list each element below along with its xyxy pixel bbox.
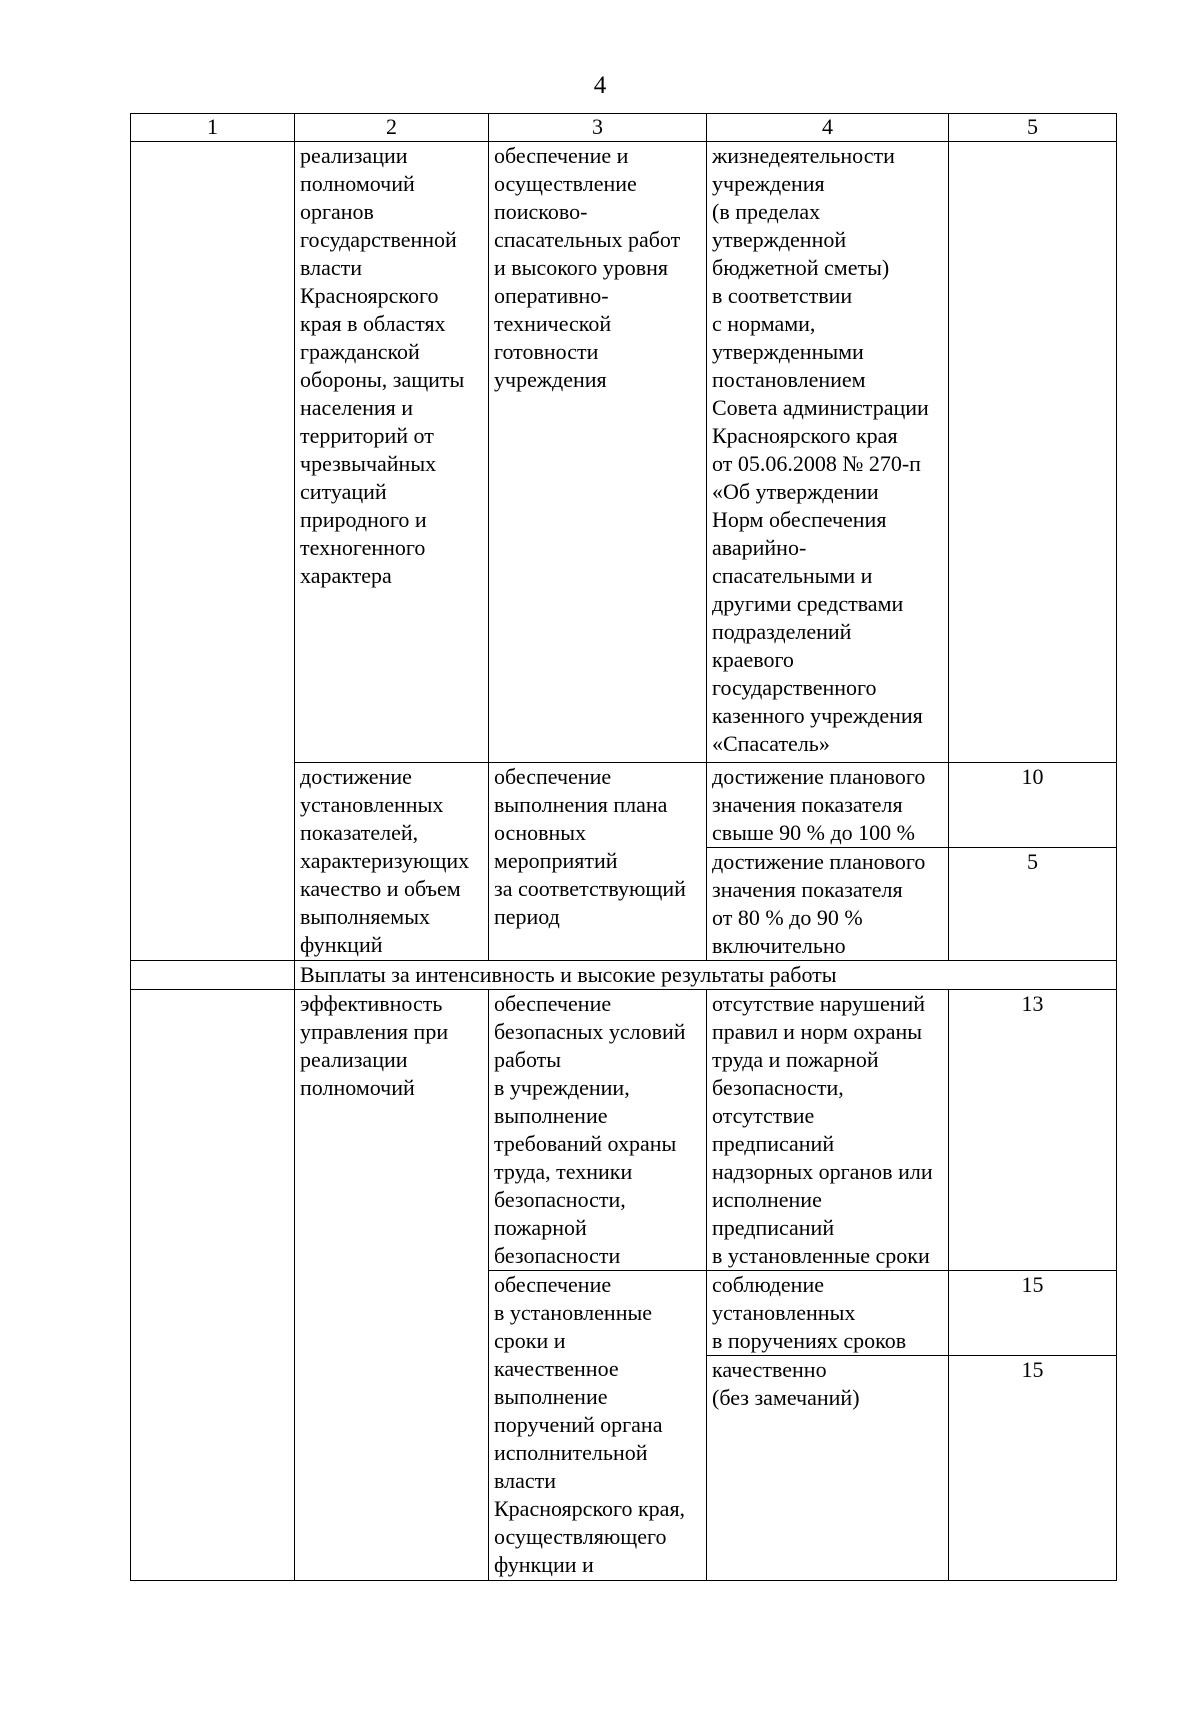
points-cell: 15	[949, 1271, 1117, 1356]
table-row	[131, 142, 1117, 763]
table-header-row	[131, 114, 1117, 142]
condition-cell: обеспечение и осуществление поисково- спасательных работ и высокого уровня оперативно- технической готовности учреждения	[489, 142, 707, 763]
criterion-cell: достижение установленных показателей, характеризующих качество и объем выполняемых функций	[295, 763, 489, 961]
condition-cell: обеспечение безопасных условий работы в учреждении, выполнение требований охраны труда, техники безопасности, пожарной безопасности	[489, 990, 707, 1271]
header-cell-5: 5	[949, 114, 1117, 142]
criterion-cell: эффективность управления при реализации полномочий	[295, 990, 489, 1581]
condition-cell: обеспечение выполнения плана основных мероприятий за соответствующий период	[489, 763, 707, 961]
section-row	[131, 961, 1117, 990]
indicator-cell: достижение планового значения показателя от 80 % до 90 % включительно	[707, 848, 949, 961]
indicator-cell: достижение планового значения показателя свыше 90 % до 100 %	[707, 763, 949, 848]
indicator-cell: жизнедеятельности учреждения (в пределах утвержденной бюджетной сметы) в соответствии с нормами, утвержденными постановлением Совета администрации Красноярского края от 05.06.2008 № 270-п «Об утверждении Норм обеспечения аварийно- спасательными и другими средствами подразделений краевого государственного казенного учреждения «Спасатель»	[707, 142, 949, 763]
page-number: 4	[593, 72, 607, 99]
points-cell	[949, 142, 1117, 763]
column-1-cell	[131, 142, 295, 961]
points-cell: 5	[949, 848, 1117, 961]
table-row	[131, 990, 1117, 1271]
header-cell-2: 2	[295, 114, 489, 142]
indicator-cell: соблюдение установленных в поручениях сроков	[707, 1271, 949, 1356]
indicator-cell: качественно (без замечаний)	[707, 1356, 949, 1581]
criteria-table	[130, 113, 1117, 1581]
condition-cell: обеспечение в установленные сроки и качественное выполнение поручений органа исполнительной власти Красноярского края, осуществляющего функции и	[489, 1271, 707, 1581]
points-cell: 13	[949, 990, 1117, 1271]
criterion-cell: реализации полномочий органов государственной власти Красноярского края в областях гражданской обороны, защиты населения и территорий от чрезвычайных ситуаций природного и техногенного характера	[295, 142, 489, 763]
header-cell-3: 3	[489, 114, 707, 142]
points-cell: 10	[949, 763, 1117, 848]
points-cell: 15	[949, 1356, 1117, 1581]
header-cell-1: 1	[131, 114, 295, 142]
column-1-cell	[131, 990, 295, 1581]
header-cell-4: 4	[707, 114, 949, 142]
section-title: Выплаты за интенсивность и высокие результаты работы	[295, 961, 1117, 990]
column-1-cell	[131, 961, 295, 990]
indicator-cell: отсутствие нарушений правил и норм охраны труда и пожарной безопасности, отсутствие предписаний надзорных органов или исполнение предписаний в установленные сроки	[707, 990, 949, 1271]
